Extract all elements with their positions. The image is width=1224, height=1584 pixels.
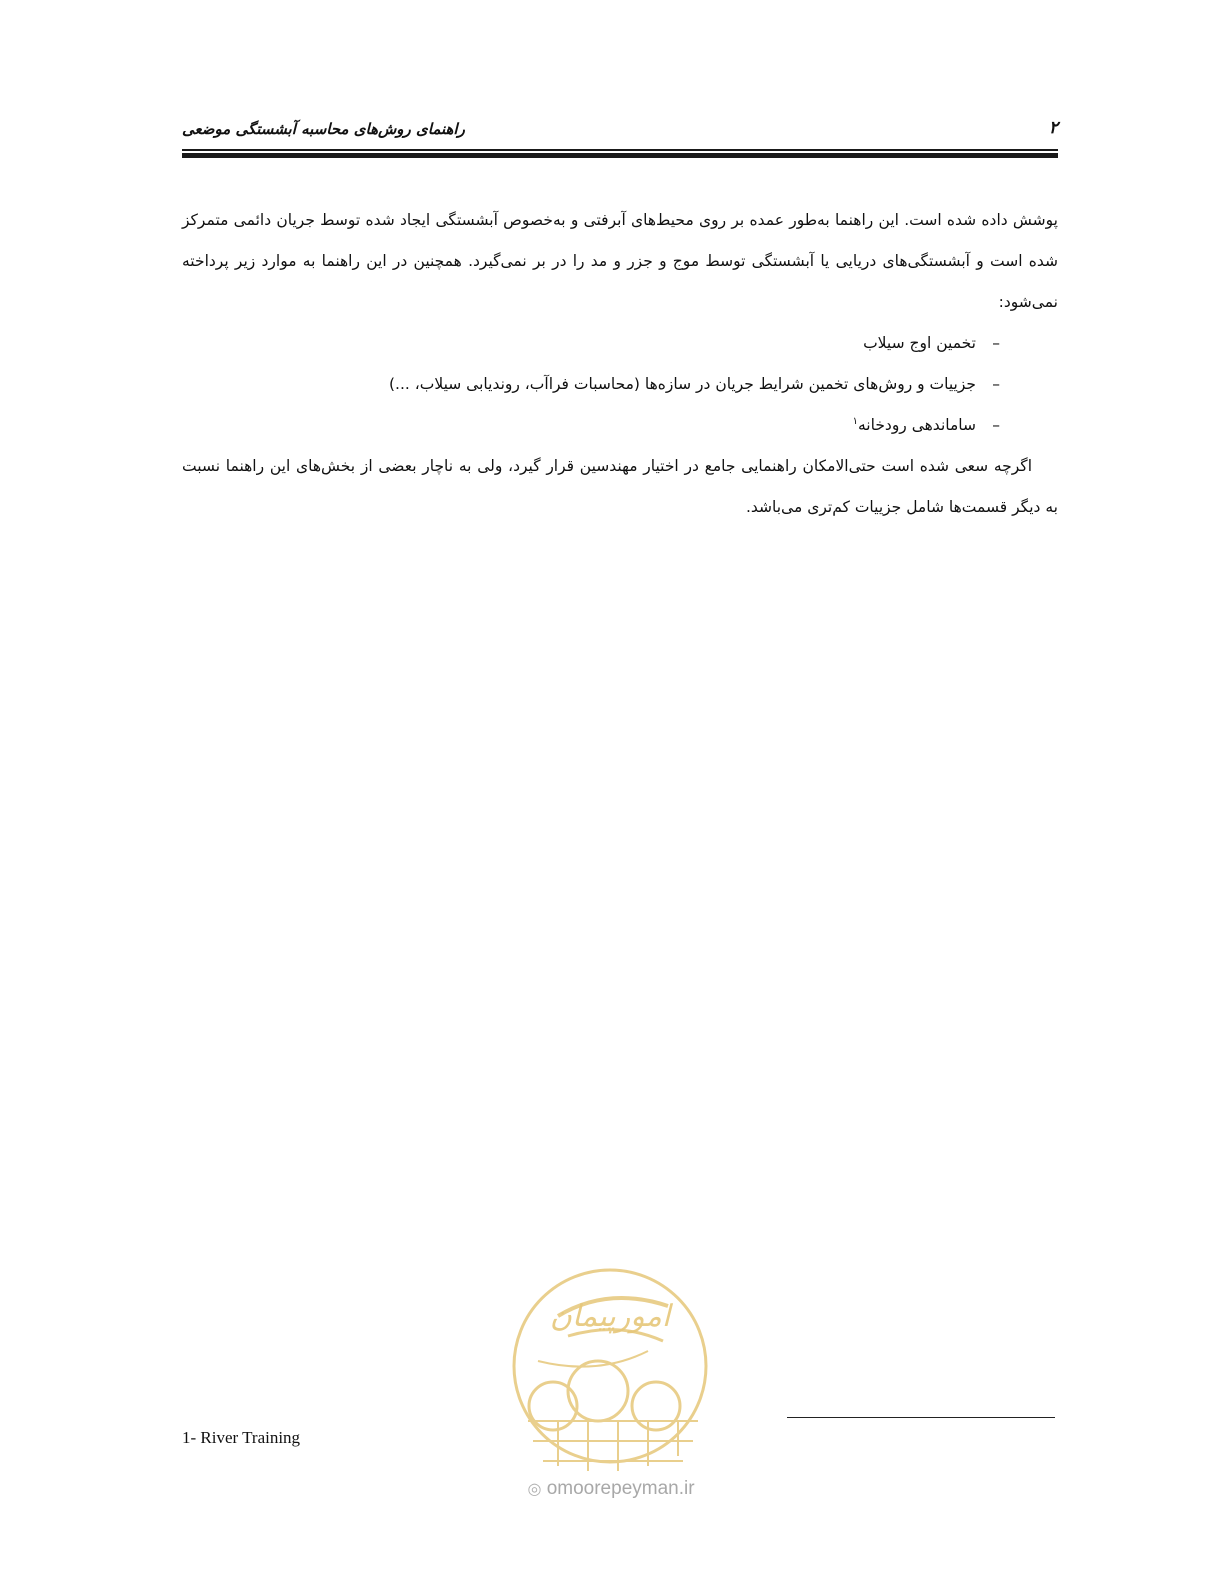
dash-marker: – (992, 416, 1000, 434)
watermark-url (506, 1478, 716, 1500)
header-title: راهنمای روش‌های محاسبه آبشستگی موضعی (182, 120, 465, 138)
header-rule-thick (182, 153, 1058, 158)
list-item-text: ساماندهی رودخانه (857, 416, 976, 434)
page-number: ۲ (1048, 118, 1058, 138)
watermark-logo-text: امورپیمان (549, 1299, 671, 1334)
footnote-reference[interactable]: ۱ (852, 415, 858, 427)
dash-marker: – (992, 334, 1000, 352)
watermark-logo-graphic (498, 1266, 722, 1476)
dash-marker: – (992, 375, 1000, 393)
list-item (182, 323, 1058, 364)
closing-paragraph: اگرچه سعی شده است حتی‌الامکان راهنمایی جامع در اختیار مهندسین قرار گیرد، ولی به ناچار بعضی از بخش‌های این راهنما نسبت به دیگر قسمت‌ها شامل جزییات کم‌تری می‌باشد. (182, 457, 1058, 516)
list-item-text: جزییات و روش‌های تخمین شرایط جریان در سازه‌ها (محاسبات فراآب، روندیابی سیلاب، ...) (388, 375, 976, 393)
globe-icon: ◎ (527, 1481, 542, 1498)
list-item-text: تخمین اوج سیلاب (863, 334, 976, 352)
list-item (182, 405, 1058, 446)
footnote: 1- River Training (182, 1428, 301, 1447)
watermark-logo (498, 1266, 722, 1476)
list-item (182, 364, 1058, 405)
watermark-url-text: omoorepeyman.ir (546, 1478, 695, 1499)
body-text (182, 200, 1058, 528)
intro-paragraph: پوشش داده شده است. این راهنما به‌طور عمده بر روی محیط‌های آبرفتی و به‌خصوص آبشستگی ایجاد شده توسط جریان دائمی متمرکز شده است و آبشستگی‌های دریایی یا آبشستگی توسط موج و جزر و مد را در بر نمی‌گیرد. همچنین در این راهنما به موارد زیر پرداخته نمی‌شود: (182, 211, 1058, 311)
header-rule-thin (182, 149, 1058, 151)
footnote-rule (787, 1417, 1055, 1418)
running-header (182, 116, 1058, 146)
exclusion-list (182, 323, 1058, 446)
